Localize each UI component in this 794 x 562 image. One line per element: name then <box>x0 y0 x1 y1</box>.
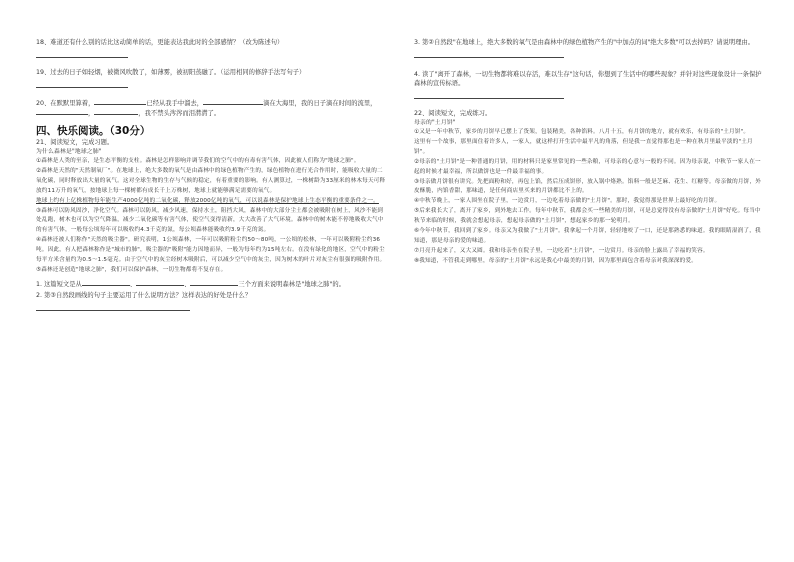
passage-1-para-5: ⑤森林还是创造"地球之肺"，我们可以保护森林，一切生物都将不复存在。 <box>36 266 227 273</box>
q20-blank-4[interactable] <box>94 108 138 115</box>
question-18: 18、难道还有什么别的话比这动简单的话，更能表达我此时的全部感情？（改为陈述句） <box>36 39 284 46</box>
left-column <box>36 38 388 311</box>
sq1-blank-3[interactable] <box>190 279 238 286</box>
q20-blank-3[interactable] <box>36 108 88 115</box>
question-20 <box>36 98 388 118</box>
question-19: 19、过去的日子如轻烟，被微风吹散了，如薄雾，被初阳蒸融了。（运用相同的修辞手法写句子） <box>36 69 306 76</box>
q20-part-1: 已经从我手中溜去， <box>146 100 204 107</box>
passage-2-para-5: ⑤后来我长大了，离开了家乡，到外地去工作。每年中秋节，我都会买一些精美的月饼，可是总觉得没有母亲做的"土月饼"好吃。每当中秋节来临的时候，我就会想起母亲，想起母亲做的"土月饼"，想起家乡的那一轮明月。 <box>414 208 761 225</box>
answer-line-sq2[interactable] <box>36 302 190 311</box>
question-22: 22、阅读短文，完成练习。 <box>414 110 492 117</box>
q20-part-0: 20、在默默里算着， <box>36 100 95 107</box>
q20-part-3: ， <box>88 110 95 117</box>
passage-2-para-3: ③母亲做月饼很有讲究。先把面粉和好，再包上馅，然后压成饼形，放入锅中烙熟。馅料一般是芝麻、花生、红糖等。母亲做的月饼，外皮酥脆，内馅香甜，那味道，是任何商店里买来的月饼都比不上的。 <box>414 178 762 195</box>
sq1-part-2: 、 <box>184 280 191 288</box>
passage-2-para-1: ①又是一年中秋节，家乡的月饼早已摆上了货架，包装精美，各种馅料。八月十五，有月饼的地方，就有欢乐，有母亲的"土月饼"。 <box>414 129 750 135</box>
passage-2-para-4: ④中秋节晚上，一家人围坐在院子里，一边赏月，一边吃着母亲做的"土月饼"。那时，我觉得那是世界上最好吃的月饼。 <box>414 198 721 205</box>
passage-1-para-2-underlined: 地球上约有上亿株植物每年能生产4000亿吨的二氧化碳，释放2000亿吨的氧气，可以说森林是保护地球上生态平衡的重要条件之一。 <box>36 197 379 204</box>
passage-1-para-1: ①森林是人类的至亲，是生态平衡的支柱。森林是怎样影响并调节我们的空气中的有毒有害气体，因此被人们称为"地球之肺"。 <box>36 158 360 164</box>
sub-question-1 <box>36 279 388 289</box>
passage-2-para-6: ⑥今年中秋节，我回到了家乡。母亲又为我做了"土月饼"。我拿起一个月饼，轻轻地咬了一口，还是那熟悉的味道。我的眼睛湿润了，我知道，那是母亲的爱的味道。 <box>414 228 761 244</box>
sq1-part-0: 1. 这篇短文是从 <box>36 280 82 288</box>
passage-2-para-7: ⑦月亮升起来了，又大又圆。我和母亲坐在院子里，一边吃着"土月饼"，一边赏月。母亲的脸上露出了幸福的笑容。 <box>414 247 709 254</box>
section-4-title: 四、快乐阅读。（30分） <box>36 125 151 137</box>
passage-1-para-2: ②森林是天然的"天然制氧厂"。在地球上，绝大多数的氧气是由森林中的绿色植物产生的，绿色植物在进行光合作用时，能吸收大量的二氧化碳，同时释放出大量的氧气。这对全球生物的生存与气候的稳定，有着重要的影响。有人测算过，一株树龄为33厘米的林木每天可释放约11万升的氧气，按地球上每一棵树都有成长千上万株树，地球上就能够满足需要的氧气。 <box>36 167 386 194</box>
sq1-blank-1[interactable] <box>82 279 130 286</box>
sub-question-3: 3. 第②自然段"在地球上，绝大多数的氧气是由森林中的绿色植物产生的"中加点的词"绝大多数"可以去掉吗？请说明理由。 <box>414 39 755 46</box>
passage-1-para-4: ④森林还被人们称作"天然的吸尘器"。研究表明，1公顷森林，一年可以吸附粉尘约50～80吨，一公顷的松林，一年可以吸附粉尘约36吨。因此，有人把森林称作是"城市的肺"，吸尘器的"吸附"能力因地而异，一般为每年约为15吨左右。在没有绿化的地区，空气中的粉尘每平方米含量约为0.5～1.5毫克。由于空气中的灰尘经树木吸附后，可以减少空气中的灰尘，因为树木的叶片对灰尘有很强的吸附作用。 <box>36 237 386 264</box>
sq1-blank-2[interactable] <box>136 279 184 286</box>
passage-1-title: 为什么森林是"地球之肺" <box>36 149 102 155</box>
answer-line-19[interactable] <box>36 79 128 88</box>
q20-part-4: ，我不禁头涔涔而泪潸潸了。 <box>138 110 221 117</box>
passage-2-title: 母亲的"土月饼" <box>414 120 456 126</box>
q20-blank-2[interactable] <box>203 98 263 105</box>
passage-2-para-8: ⑧我知道，不管我走到哪里，母亲的"土月饼"永远是我心中最美的月饼，因为那里面包含着母亲对我深深的爱。 <box>414 257 698 264</box>
sub-question-2: 2. 第③自然段画线的句子主要运用了什么说明方法？这样表达的好处是什么？ <box>36 291 252 299</box>
right-column <box>414 38 766 267</box>
sub-question-4: 4. 读了"离开了森林，一切生物都将难以存活，难以生存"这句话，你想到了生活中的哪些现象？并针对这些现象设计一条保护森林的宣传标语。 <box>414 71 762 87</box>
answer-line-sq4[interactable] <box>414 90 564 99</box>
passage-2-para-2: ②母亲的"土月饼"是一种普通的月饼，用的材料只是家里常见的一些杂粮，可母亲的心意与一般的不同。因为母亲说，中秋节一家人在一起的时候才最幸福，所以做饼也是一件最幸福的事。 <box>414 158 761 175</box>
passage-1-para-3: ③森林可以防风固沙，净化空气。森林可以防风，减少风速，保持水土，阻挡大风，森林中的大部分尘土都会被吸附在树上，风沙不能到处乱跑，树木也可以为空气降温，减少二氧化碳等有害气体，使空气变得清新，大大改善了大气环境。森林中的树木能不停地吸收大气中的有害气体，一般每公顷每年可以吸收约4.3千克的氮，每公顷森林能吸收约3.9千克的氮。 <box>36 207 384 234</box>
passage-2-para-1b: 这里有一个故事，那里面住着许多人，一家人，就这样打开生活中最平凡的角落，但是我一直觉得那也是一种在秋月里最平淡的"土月饼"。 <box>414 138 753 155</box>
answer-line-sq3[interactable] <box>414 49 564 58</box>
answer-line-18[interactable] <box>36 49 128 58</box>
sq1-part-3: 三个方面来说明森林是"地球之肺"的。 <box>238 280 345 288</box>
sq1-part-1: 、 <box>129 280 137 288</box>
q20-part-2: 滴在大海里，我的日子滴在时间的流里， <box>263 100 377 107</box>
question-21: 21、阅读短文，完成习题。 <box>36 139 114 146</box>
q20-blank-1[interactable] <box>94 98 146 105</box>
